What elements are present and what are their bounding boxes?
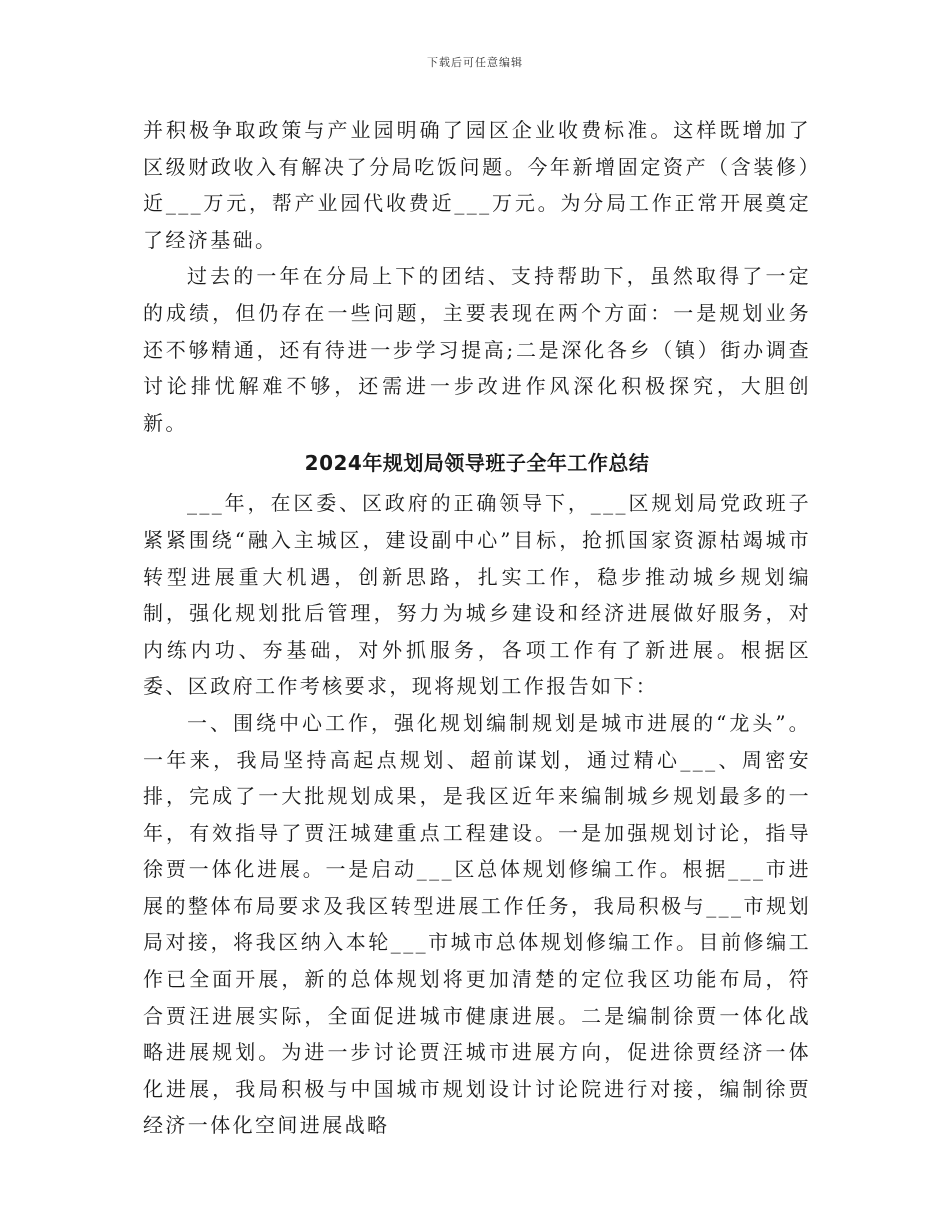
paragraph-1: 并积极争取政策与产业园明确了园区企业收费标准。这样既增加了区级财政收入有解决了分局吃饭问题。今年新增固定资产（含装修）近___万元，帮产业园代收费近___万元。为分局工作正常开展奠定了经济基础。 — [143, 118, 811, 252]
paragraph-4: 一、围绕中心工作，强化规划编制规划是城市进展的“龙头”。一年来，我局坚持高起点规划、超前谋划，通过精心___、周密安排，完成了一大批规划成果，是我区近年来编制城乡规划最多的一年，有效指导了贾汪城建重点工程建设。一是加强规划讨论，指导徐贾一体化进展。一是启动___区总体规划修编工作。根据___市进展的整体布局要求及我区转型进展工作任务，我局积极与___市规划局对接，将我区纳入本轮___市城市总体规划修编工作。目前修编工作已全面开展，新的总体规划将更加清楚的定位我区功能布局，符合贾汪进展实际，全面促进城市健康进展。二是编制徐贾一体化战略进展规划。为进一步讨论贾汪城市进展方向，促进徐贾经济一体化进展，我局积极与中国城市规划设计讨论院进行对接，编制徐贾经济一体化空间进展战略 — [143, 710, 811, 1138]
document-body — [143, 112, 811, 1144]
header-note: 下载后可任意编辑 — [427, 56, 523, 69]
paragraph-2: 过去的一年在分局上下的团结、支持帮助下，虽然取得了一定的成绩，但仍存在一些问题，主要表现在两个方面：一是规划业务还不够精通，还有待进一步学习提高;二是深化各乡（镇）街办调查讨论排忧解难不够，还需进一步改进作风深化积极探究，大胆创新。 — [143, 264, 811, 435]
document-title: 2024年规划局领导班子全年工作总结 — [304, 451, 650, 476]
paragraph-3: ___年，在区委、区政府的正确领导下，___区规划局党政班子紧紧围绕“融入主城区，建设副中心”目标，抢抓国家资源枯竭城市转型进展重大机遇，创新思路，扎实工作，稳步推动城乡规划编制，强化规划批后管理，努力为城乡建设和经济进展做好服务，对内练内功、夯基础，对外抓服务，各项工作有了新进展。根据区委、区政府工作考核要求，现将规划工作报告如下： — [143, 491, 811, 699]
